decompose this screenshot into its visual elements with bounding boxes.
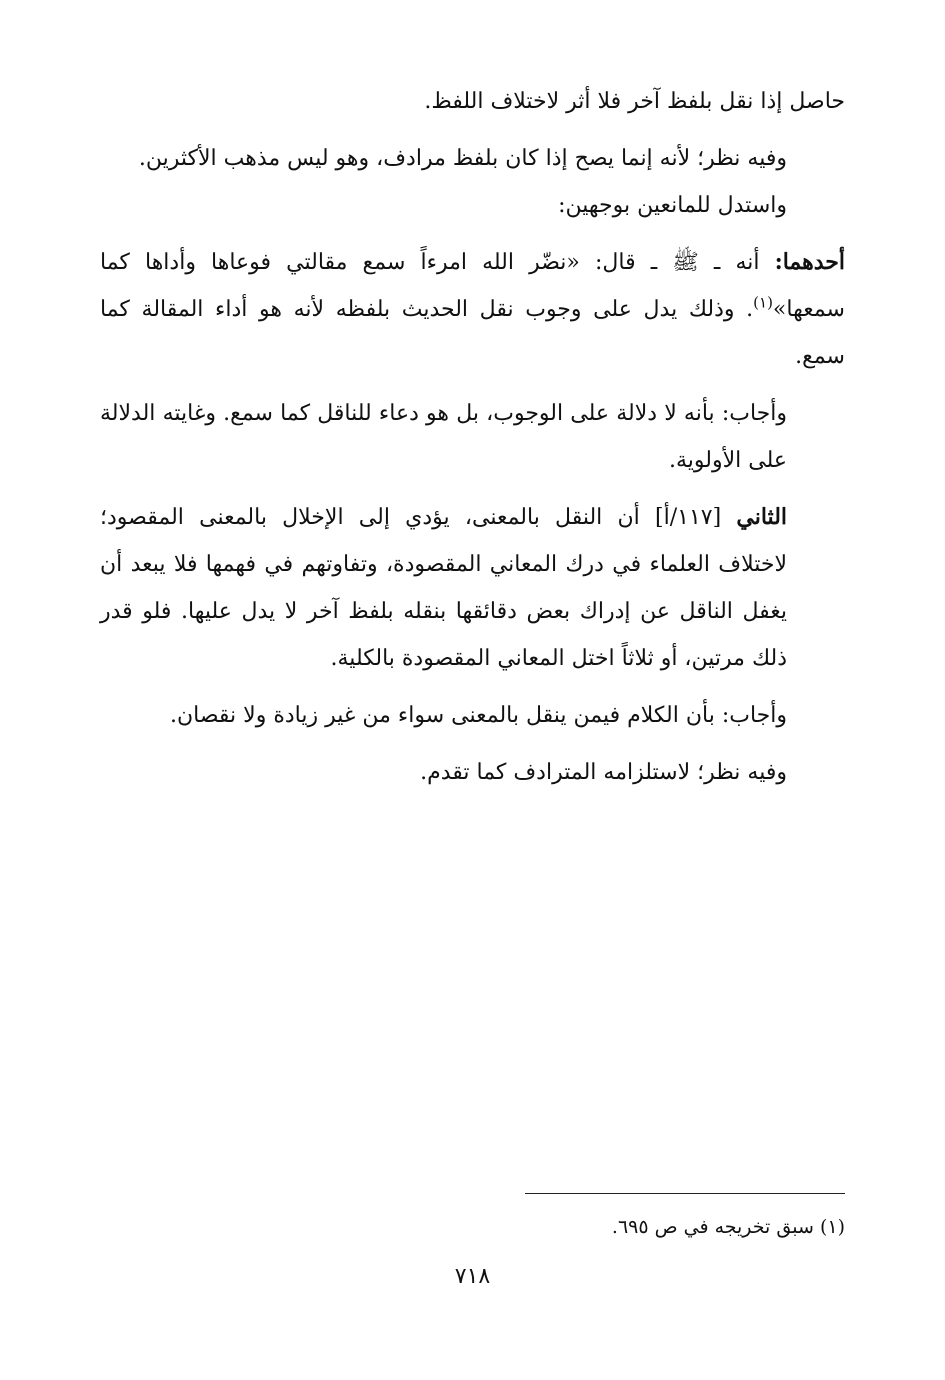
footnote: [100, 1212, 845, 1242]
paragraph-7: وأجاب: بأن الكلام فيمن ينقل بالمعنى سواء من غير زيادة ولا نقصان.: [170, 703, 787, 728]
paragraph-8: وفيه نظر؛ لاستلزامه المترادف كما تقدم.: [420, 760, 787, 785]
paragraph-1: حاصل إذا نقل بلفظ آخر فلا أثر لاختلاف اللفظ.: [424, 89, 845, 114]
page-number: ٧١٨: [454, 1264, 491, 1289]
footnote-marker: (١): [819, 1216, 845, 1238]
hadith-text: أنه ـ ﷺ ـ قال: «نضّر الله امرءاً سمع مقالتي فوعاها وأداها كما سمعها»: [100, 250, 845, 322]
paragraph-2: وفيه نظر؛ لأنه إنما يصح إذا كان بلفظ مرادف، وهو ليس مذهب الأكثرين.: [138, 146, 787, 171]
second-argument-lead: الثاني: [736, 504, 788, 530]
paragraph-3: واستدل للمانعين بوجهين:: [558, 193, 787, 218]
paragraph-4: [100, 239, 845, 380]
footnote-reference: (١): [753, 293, 773, 312]
main-text: [100, 78, 845, 796]
second-argument-text: [١١٧/أ] أن النقل بالمعنى، يؤدي إلى الإخلال بالمعنى المقصود؛ لاختلاف العلماء في درك المعاني المقصودة، وتفاوتهم في فهمها فلا يبعد أن يغفل الناقل عن إدراك بعض دقائقها بنقله بلفظ آخر لا يدل عليها. فلو قدر ذلك مرتين، أو ثلاثاً اختل المعاني المقصودة بالكلية.: [100, 505, 787, 671]
paragraph-5: وأجاب: بأنه لا دلالة على الوجوب، بل هو دعاء للناقل كما سمع. وغايته الدلالة على الأولوية.: [100, 401, 787, 473]
paragraph-6: [100, 494, 845, 682]
footnote-text: سبق تخريجه في ص ٦٩٥.: [611, 1216, 820, 1238]
footnote-divider: [525, 1193, 845, 1194]
first-argument-lead: أحدهما:: [774, 249, 845, 275]
argument-text: . وذلك يدل على وجوب نقل الحديث بلفظه لأنه هو أداء المقالة كما سمع.: [100, 297, 845, 369]
